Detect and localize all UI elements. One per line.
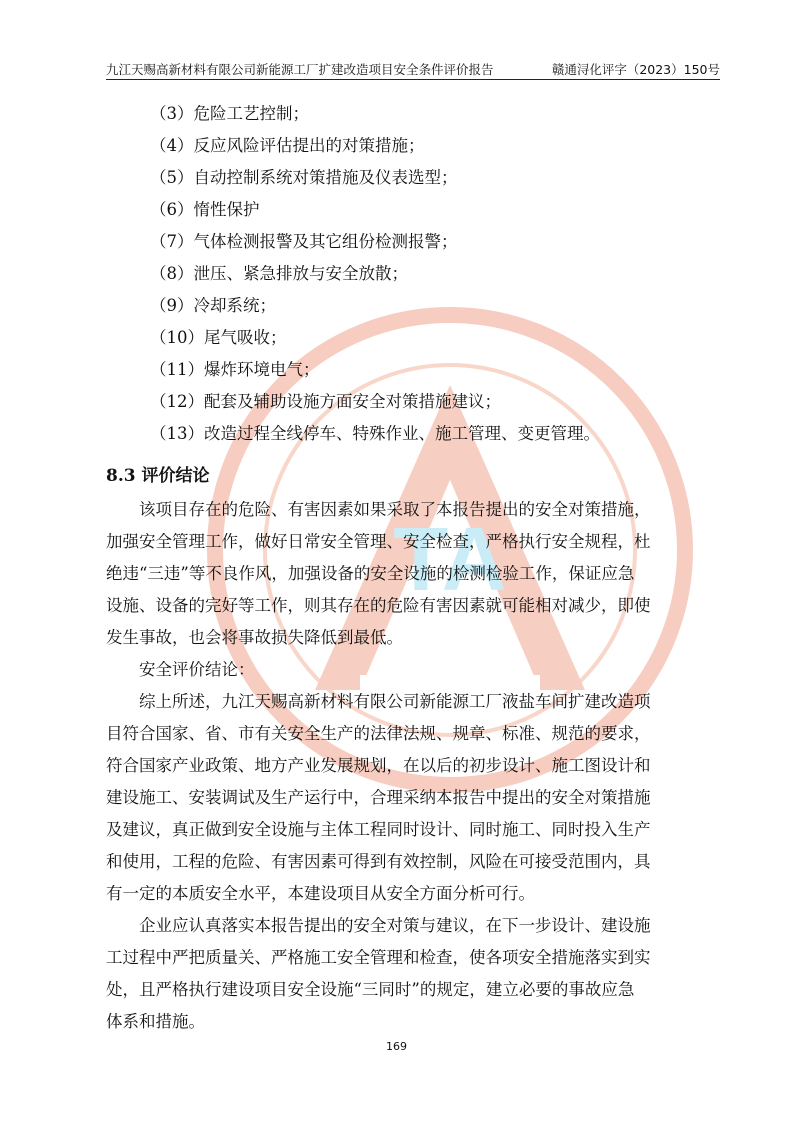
- list-item: （3）危险工艺控制；: [150, 104, 309, 123]
- section-heading: 8.3 评价结论: [106, 466, 210, 486]
- text-line: 体系和措施。: [106, 1012, 205, 1031]
- page-header: [106, 58, 720, 78]
- list-item: （13）改造过程全线停车、特殊作业、施工管理、变更管理。: [150, 424, 600, 443]
- text-line: 绝违“三违”等不良作风，加强设备的安全设施的检测检验工作，保证应急: [106, 564, 635, 583]
- text-line: 发生事故，也会将事故损失降低到最低。: [106, 628, 403, 647]
- page-number: 169: [386, 1040, 407, 1053]
- list-item: （4）反应风险评估提出的对策措施；: [150, 136, 425, 155]
- text-line: 及建议，真正做到安全设施与主体工程同时设计、同时施工、同时投入生产: [106, 820, 651, 839]
- text-line: 处，且严格执行建设项目安全设施“三同时”的规定，建立必要的事故应急: [106, 980, 635, 999]
- list-item: （7）气体检测报警及其它组份检测报警；: [150, 232, 458, 251]
- text-line: 目符合国家、省、市有关安全生产的法律法规、规章、标准、规范的要求，: [106, 724, 651, 743]
- text-line: 加强安全管理工作，做好日常安全管理、安全检查，严格执行安全规程，杜: [106, 532, 651, 551]
- text-line: 建设施工、安装调试及生产运行中，合理采纳本报告中提出的安全对策措施: [106, 788, 651, 807]
- text-line: 安全评价结论：: [106, 660, 255, 679]
- recommendation-paragraph: [106, 910, 720, 1038]
- text-line: 该项目存在的危险、有害因素如果采取了本报告提出的安全对策措施，: [106, 500, 651, 519]
- text-line: 符合国家产业政策、地方产业发展规划，在以后的初步设计、施工图设计和: [106, 756, 651, 775]
- list-item: （5）自动控制系统对策措施及仪表选型；: [150, 168, 458, 187]
- text-line: 和使用，工程的危险、有害因素可得到有效控制，风险在可接受范围内，具: [106, 852, 651, 871]
- conclusion-label-paragraph: [106, 654, 720, 686]
- list-item: （12）配套及辅助设施方面安全对策措施建议；: [150, 392, 501, 411]
- list-item: （9）冷却系统；: [150, 296, 276, 315]
- text-line: 有一定的本质安全水平，本建设项目从安全方面分析可行。: [106, 884, 535, 903]
- evaluation-paragraph: [106, 494, 720, 654]
- svg-text:TA: TA: [393, 510, 507, 610]
- document-number: 赣通浔化评字（2023）150号: [551, 62, 720, 77]
- text-line: 工过程中严把质量关、严格施工安全管理和检查，使各项安全措施落实到实: [106, 948, 651, 967]
- conclusion-paragraph: [106, 686, 720, 910]
- text-line: 企业应认真落实本报告提出的安全对策与建议，在下一步设计、建设施: [106, 916, 651, 935]
- header-divider: [106, 79, 720, 80]
- text-line: 综上所述，九江天赐高新材料有限公司新能源工厂液盐车间扩建改造项: [106, 692, 651, 711]
- report-title: 九江天赐高新材料有限公司新能源工厂扩建改造项目安全条件评价报告: [106, 62, 494, 77]
- list-item: （11）爆炸环境电气；: [150, 360, 320, 379]
- list-item: （8）泄压、紧急排放与安全放散；: [150, 264, 408, 283]
- text-line: 设施、设备的完好等工作，则其存在的危险有害因素就可能相对减少，即使: [106, 596, 651, 615]
- list-item: （10）尾气吸收；: [150, 328, 287, 347]
- list-item: （6）惰性保护: [150, 200, 260, 219]
